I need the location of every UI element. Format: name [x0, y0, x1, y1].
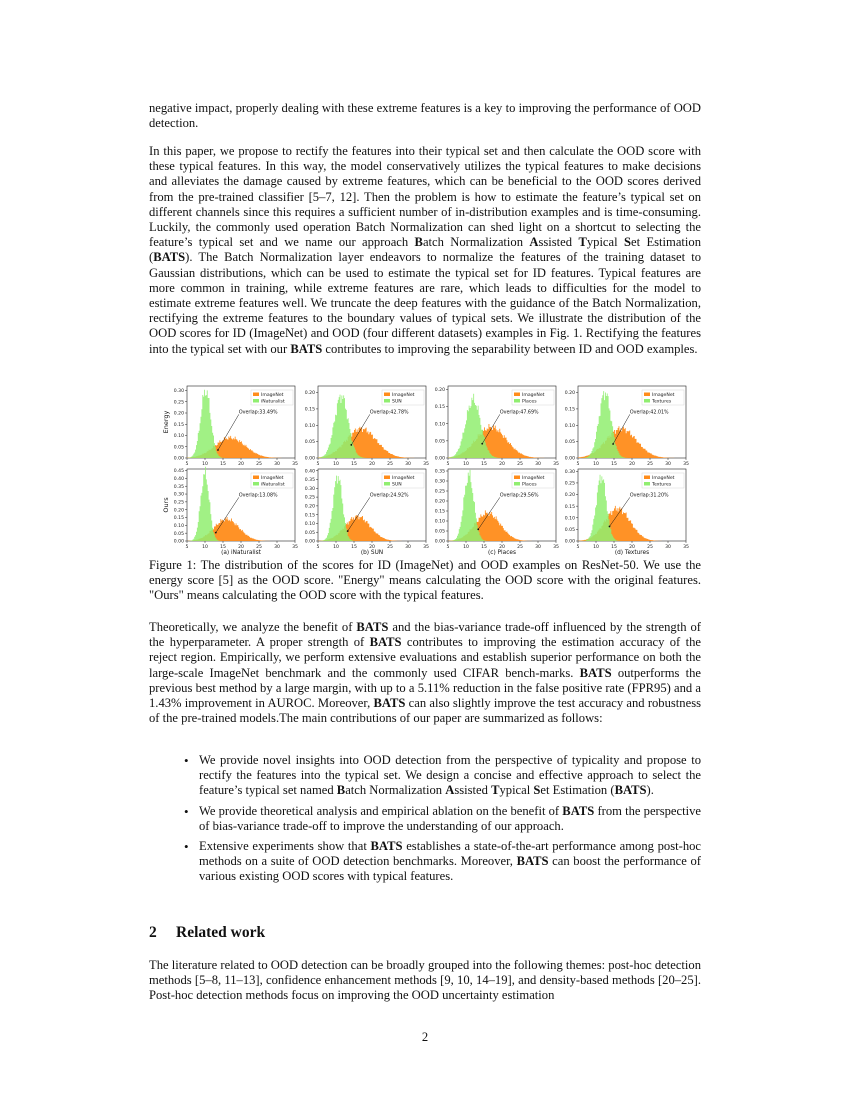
section-title: Related work [176, 924, 266, 941]
y-tick-label: 0.40 [173, 476, 184, 482]
legend-swatch-id [253, 393, 259, 397]
legend-swatch-id [384, 393, 390, 397]
y-tick-label: 0.20 [434, 388, 445, 394]
x-tick-label: 5 [316, 545, 320, 550]
x-tick-label: 20 [238, 545, 244, 550]
figure-1 [160, 380, 690, 560]
x-tick-label: 15 [220, 545, 226, 550]
y-tick-label: 0.05 [304, 440, 315, 446]
x-tick-label: 30 [274, 545, 280, 550]
legend-swatch-ood [514, 482, 520, 486]
legend-label-ood: Textures [652, 482, 672, 488]
x-tick-label: 30 [665, 545, 671, 550]
x-tick-label: 35 [683, 462, 689, 467]
y-tick-label: 0.00 [564, 539, 575, 545]
overlap-arrow-head [217, 449, 219, 451]
x-tick-label: 5 [185, 545, 189, 550]
legend-label-id: ImageNet [652, 476, 675, 481]
paragraph-intro: negative impact, properly dealing with these extreme features is a key to improving the performance of OOD detection. [149, 101, 701, 131]
x-tick-label: 35 [423, 545, 429, 550]
row-label: Ours [162, 497, 170, 513]
contributions-list [176, 753, 701, 890]
legend-swatch-id [384, 476, 390, 480]
x-tick-label: 10 [202, 545, 208, 550]
y-tick-label: 0.20 [564, 391, 575, 397]
x-tick-label: 25 [647, 545, 653, 550]
y-tick-label: 0.25 [304, 495, 315, 501]
y-tick-label: 0.00 [304, 539, 315, 545]
legend-swatch-ood [514, 399, 520, 403]
overlap-annotation: Overlap:42.78% [369, 410, 409, 416]
contribution-item: • We provide novel insights into OOD detection from the perspective of typicality and propose to rectify the features into the typical set. We design a concise and effective approach to select the feature’s typical set named Batch Normalization Assisted Typical Set Estimation (BATS). [176, 753, 701, 799]
overlap-arrow-head [612, 443, 614, 445]
x-tick-label: 35 [683, 545, 689, 550]
paragraph-related-work: The literature related to OOD detection can be broadly grouped into the following themes: post-hoc detection methods [5–8, 11–13], confidence enhancement methods [9, 10, 14–19], and density-based methods [20–25]. Post-hoc detection methods focus on improving the OOD uncertainty estimation [149, 958, 701, 1003]
y-tick-label: 0.15 [434, 509, 445, 515]
legend-label-id: ImageNet [522, 393, 545, 398]
y-tick-label: 0.05 [434, 439, 445, 445]
subfigure-label: (b) SUN [360, 550, 384, 556]
y-tick-label: 0.30 [434, 479, 445, 485]
y-tick-label: 0.20 [304, 391, 315, 397]
overlap-arrow-head [477, 528, 479, 530]
overlap-arrow-head [481, 443, 483, 445]
subfigure-label: (d) Textures [614, 550, 650, 556]
y-tick-label: 0.10 [304, 522, 315, 528]
y-tick-label: 0.15 [434, 405, 445, 411]
paragraph-theory: Theoretically, we analyze the benefit of BATS and the bias-variance trade-off influenced by the strength of the hyperparameter. A proper strength of BATS contributes to improving the estimation accuracy of the reject region. Empirically, we perform extensive evaluations and establish superior performance on both the large-scale ImageNet benchmark and the commonly used CIFAR bench-marks. BATS outperforms the previous best method by a large margin, with up to a 5.11% reduction in the false positive rate (FPR95) and a 1.43% improvement in AUROC. Moreover, BATS can also slightly improve the test accuracy and robustness of the pre-trained models.The main contributions of our paper are summarized as follows: [149, 620, 701, 726]
legend-swatch-ood [253, 399, 259, 403]
y-tick-label: 0.15 [173, 422, 184, 428]
x-tick-label: 15 [611, 462, 617, 467]
legend-label-id: ImageNet [392, 393, 415, 398]
y-tick-label: 0.20 [173, 508, 184, 514]
y-tick-label: 0.10 [434, 422, 445, 428]
legend-label-ood: SUN [392, 399, 402, 405]
legend-swatch-id [644, 393, 650, 397]
y-tick-label: 0.10 [434, 519, 445, 525]
y-tick-label: 0.00 [434, 456, 445, 462]
y-tick-label: 0.30 [304, 486, 315, 492]
x-tick-label: 10 [593, 462, 599, 467]
x-tick-label: 15 [351, 462, 357, 467]
y-tick-label: 0.45 [173, 469, 184, 475]
y-tick-label: 0.25 [173, 400, 184, 406]
x-tick-label: 15 [351, 545, 357, 550]
x-tick-label: 15 [481, 545, 487, 550]
y-tick-label: 0.10 [173, 523, 184, 529]
y-tick-label: 0.10 [173, 434, 184, 440]
overlap-annotation: Overlap:24.92% [369, 493, 409, 499]
overlap-annotation: Overlap:33.49% [238, 410, 278, 416]
legend-label-id: ImageNet [261, 393, 284, 398]
x-tick-label: 35 [553, 462, 559, 467]
y-tick-label: 0.10 [304, 423, 315, 429]
x-tick-label: 15 [481, 462, 487, 467]
x-tick-label: 5 [446, 462, 450, 467]
x-tick-label: 10 [333, 545, 339, 550]
x-tick-label: 20 [369, 462, 375, 467]
y-tick-label: 0.00 [173, 539, 184, 545]
overlap-annotation: Overlap:31.20% [629, 493, 669, 499]
y-tick-label: 0.35 [173, 484, 184, 490]
paragraph-bats-proposal: In this paper, we propose to rectify the features into their typical set and then calculate the OOD score with these typical features. In this way, the model conservatively utilizes the typical features to make decisions and alleviates the damage caused by extreme features, which can be beneficial to the OOD scores derived from the pre-trained classifier [5–7, 12]. Then the problem is how to estimate the feature’s typical set on different channels since this requires a sufficient number of in-distribution examples and is time-consuming. Luckily, the commonly used operation Batch Normalization can shed light on a shortcut to selecting the feature’s typical set and we name our approach Batch Normalization Assisted Typical Set Estimation (BATS). The Batch Normalization layer endeavors to normalize the features of the training dataset to Gaussian distributions, which can be used to estimate the typical set for ID features. Typical features are more common in training, while extreme features are rare, which leads to difficulties for the model to estimate extreme features well. We truncate the deep features with the guidance of the Batch Normalization, rectifying the extreme features to the boundary values of typical sets. We illustrate the distribution of the OOD scores for ID (ImageNet) and OOD (four different datasets) examples in Fig. 1. Rectifying the features into the typical set with our BATS contributes to improving the separability between ID and OOD examples. [149, 144, 702, 356]
x-tick-label: 20 [369, 545, 375, 550]
x-tick-label: 5 [576, 462, 580, 467]
y-tick-label: 0.20 [304, 504, 315, 510]
legend-swatch-id [253, 476, 259, 480]
x-tick-label: 20 [499, 462, 505, 467]
x-tick-label: 35 [292, 462, 298, 467]
subfigure-label: (a) iNaturalist [221, 550, 261, 556]
legend-swatch-id [644, 476, 650, 480]
x-tick-label: 35 [553, 545, 559, 550]
legend-label-ood: Places [522, 399, 537, 405]
y-tick-label: 0.35 [434, 469, 445, 475]
legend-label-id: ImageNet [522, 476, 545, 481]
legend-swatch-ood [253, 482, 259, 486]
x-tick-label: 35 [423, 462, 429, 467]
y-tick-label: 0.30 [564, 469, 575, 475]
y-tick-label: 0.20 [173, 411, 184, 417]
x-tick-label: 10 [333, 462, 339, 467]
x-tick-label: 30 [405, 545, 411, 550]
x-tick-label: 20 [499, 545, 505, 550]
overlap-arrow-head [347, 530, 349, 532]
section-heading-related-work [149, 924, 265, 942]
overlap-annotation: Overlap:47.69% [499, 410, 539, 416]
x-tick-label: 25 [387, 462, 393, 467]
x-tick-label: 25 [517, 545, 523, 550]
x-tick-label: 30 [405, 462, 411, 467]
y-tick-label: 0.05 [304, 530, 315, 536]
page-number: 2 [421, 1030, 429, 1044]
y-tick-label: 0.05 [434, 529, 445, 535]
y-tick-label: 0.00 [434, 539, 445, 545]
overlap-arrow-head [609, 526, 611, 528]
y-tick-label: 0.00 [173, 456, 184, 462]
x-tick-label: 5 [316, 462, 320, 467]
y-tick-label: 0.30 [173, 389, 184, 395]
y-tick-label: 0.15 [304, 513, 315, 519]
y-tick-label: 0.15 [173, 516, 184, 522]
overlap-arrow-head [215, 532, 217, 534]
legend-swatch-ood [384, 399, 390, 403]
y-tick-label: 0.15 [564, 504, 575, 510]
overlap-annotation: Overlap:13.08% [238, 493, 278, 499]
legend-swatch-id [514, 393, 520, 397]
figure-1-histograms [160, 380, 690, 560]
x-tick-label: 15 [220, 462, 226, 467]
y-tick-label: 0.05 [564, 527, 575, 533]
y-tick-label: 0.25 [173, 500, 184, 506]
x-tick-label: 20 [629, 462, 635, 467]
section-number: 2 [149, 924, 157, 941]
legend-label-ood: Places [522, 482, 537, 488]
y-tick-label: 0.05 [564, 440, 575, 446]
legend-swatch-id [514, 476, 520, 480]
overlap-annotation: Overlap:42.01% [629, 410, 669, 416]
legend-swatch-ood [384, 482, 390, 486]
legend-swatch-ood [644, 482, 650, 486]
legend-label-ood: iNaturalist [261, 482, 285, 488]
x-tick-label: 10 [463, 545, 469, 550]
y-tick-label: 0.25 [434, 489, 445, 495]
y-tick-label: 0.20 [564, 493, 575, 499]
x-tick-label: 10 [463, 462, 469, 467]
legend-label-ood: SUN [392, 482, 402, 488]
x-tick-label: 25 [517, 462, 523, 467]
legend-label-id: ImageNet [392, 476, 415, 481]
x-tick-label: 10 [593, 545, 599, 550]
contribution-item: • We provide theoretical analysis and empirical ablation on the benefit of BATS from the perspective of bias-variance trade-off to improve the understanding of our approach. [176, 804, 701, 834]
y-tick-label: 0.15 [564, 407, 575, 413]
x-tick-label: 30 [665, 462, 671, 467]
y-tick-label: 0.35 [304, 478, 315, 484]
overlap-annotation: Overlap:29.56% [499, 493, 539, 499]
overlap-arrow-head [350, 444, 352, 446]
figure-1-caption: Figure 1: The distribution of the scores for ID (ImageNet) and OOD examples on ResNet-50. We use the energy score [5] as the OOD score. "Energy" means calculating the OOD score with the original features. "Ours" means calculating the OOD score with the typical features. [149, 558, 701, 603]
legend-swatch-ood [644, 399, 650, 403]
x-tick-label: 25 [256, 462, 262, 467]
x-tick-label: 30 [535, 462, 541, 467]
x-tick-label: 25 [387, 545, 393, 550]
legend-label-id: ImageNet [652, 393, 675, 398]
y-tick-label: 0.30 [173, 492, 184, 498]
legend-label-ood: Textures [652, 399, 672, 405]
x-tick-label: 15 [611, 545, 617, 550]
legend-label-id: ImageNet [261, 476, 284, 481]
x-tick-label: 5 [446, 545, 450, 550]
x-tick-label: 5 [185, 462, 189, 467]
x-tick-label: 20 [629, 545, 635, 550]
x-tick-label: 10 [202, 462, 208, 467]
row-label: Energy [162, 410, 170, 434]
y-tick-label: 0.00 [304, 456, 315, 462]
y-tick-label: 0.10 [564, 423, 575, 429]
y-tick-label: 0.05 [173, 445, 184, 451]
x-tick-label: 20 [238, 462, 244, 467]
y-tick-label: 0.20 [434, 499, 445, 505]
y-tick-label: 0.40 [304, 469, 315, 475]
y-tick-label: 0.00 [564, 456, 575, 462]
y-tick-label: 0.05 [173, 531, 184, 537]
subfigure-label: (c) Places [488, 550, 516, 556]
y-tick-label: 0.25 [564, 481, 575, 487]
legend-label-ood: iNaturalist [261, 399, 285, 405]
x-tick-label: 5 [576, 545, 580, 550]
x-tick-label: 30 [535, 545, 541, 550]
y-tick-label: 0.10 [564, 516, 575, 522]
x-tick-label: 25 [256, 545, 262, 550]
x-tick-label: 30 [274, 462, 280, 467]
y-tick-label: 0.15 [304, 407, 315, 413]
x-tick-label: 25 [647, 462, 653, 467]
contribution-item: • Extensive experiments show that BATS establishes a state-of-the-art performance among post-hoc methods on a suite of OOD detection benchmarks. Moreover, BATS can boost the performance of various existing OOD scores with typical features. [176, 839, 701, 885]
x-tick-label: 35 [292, 545, 298, 550]
